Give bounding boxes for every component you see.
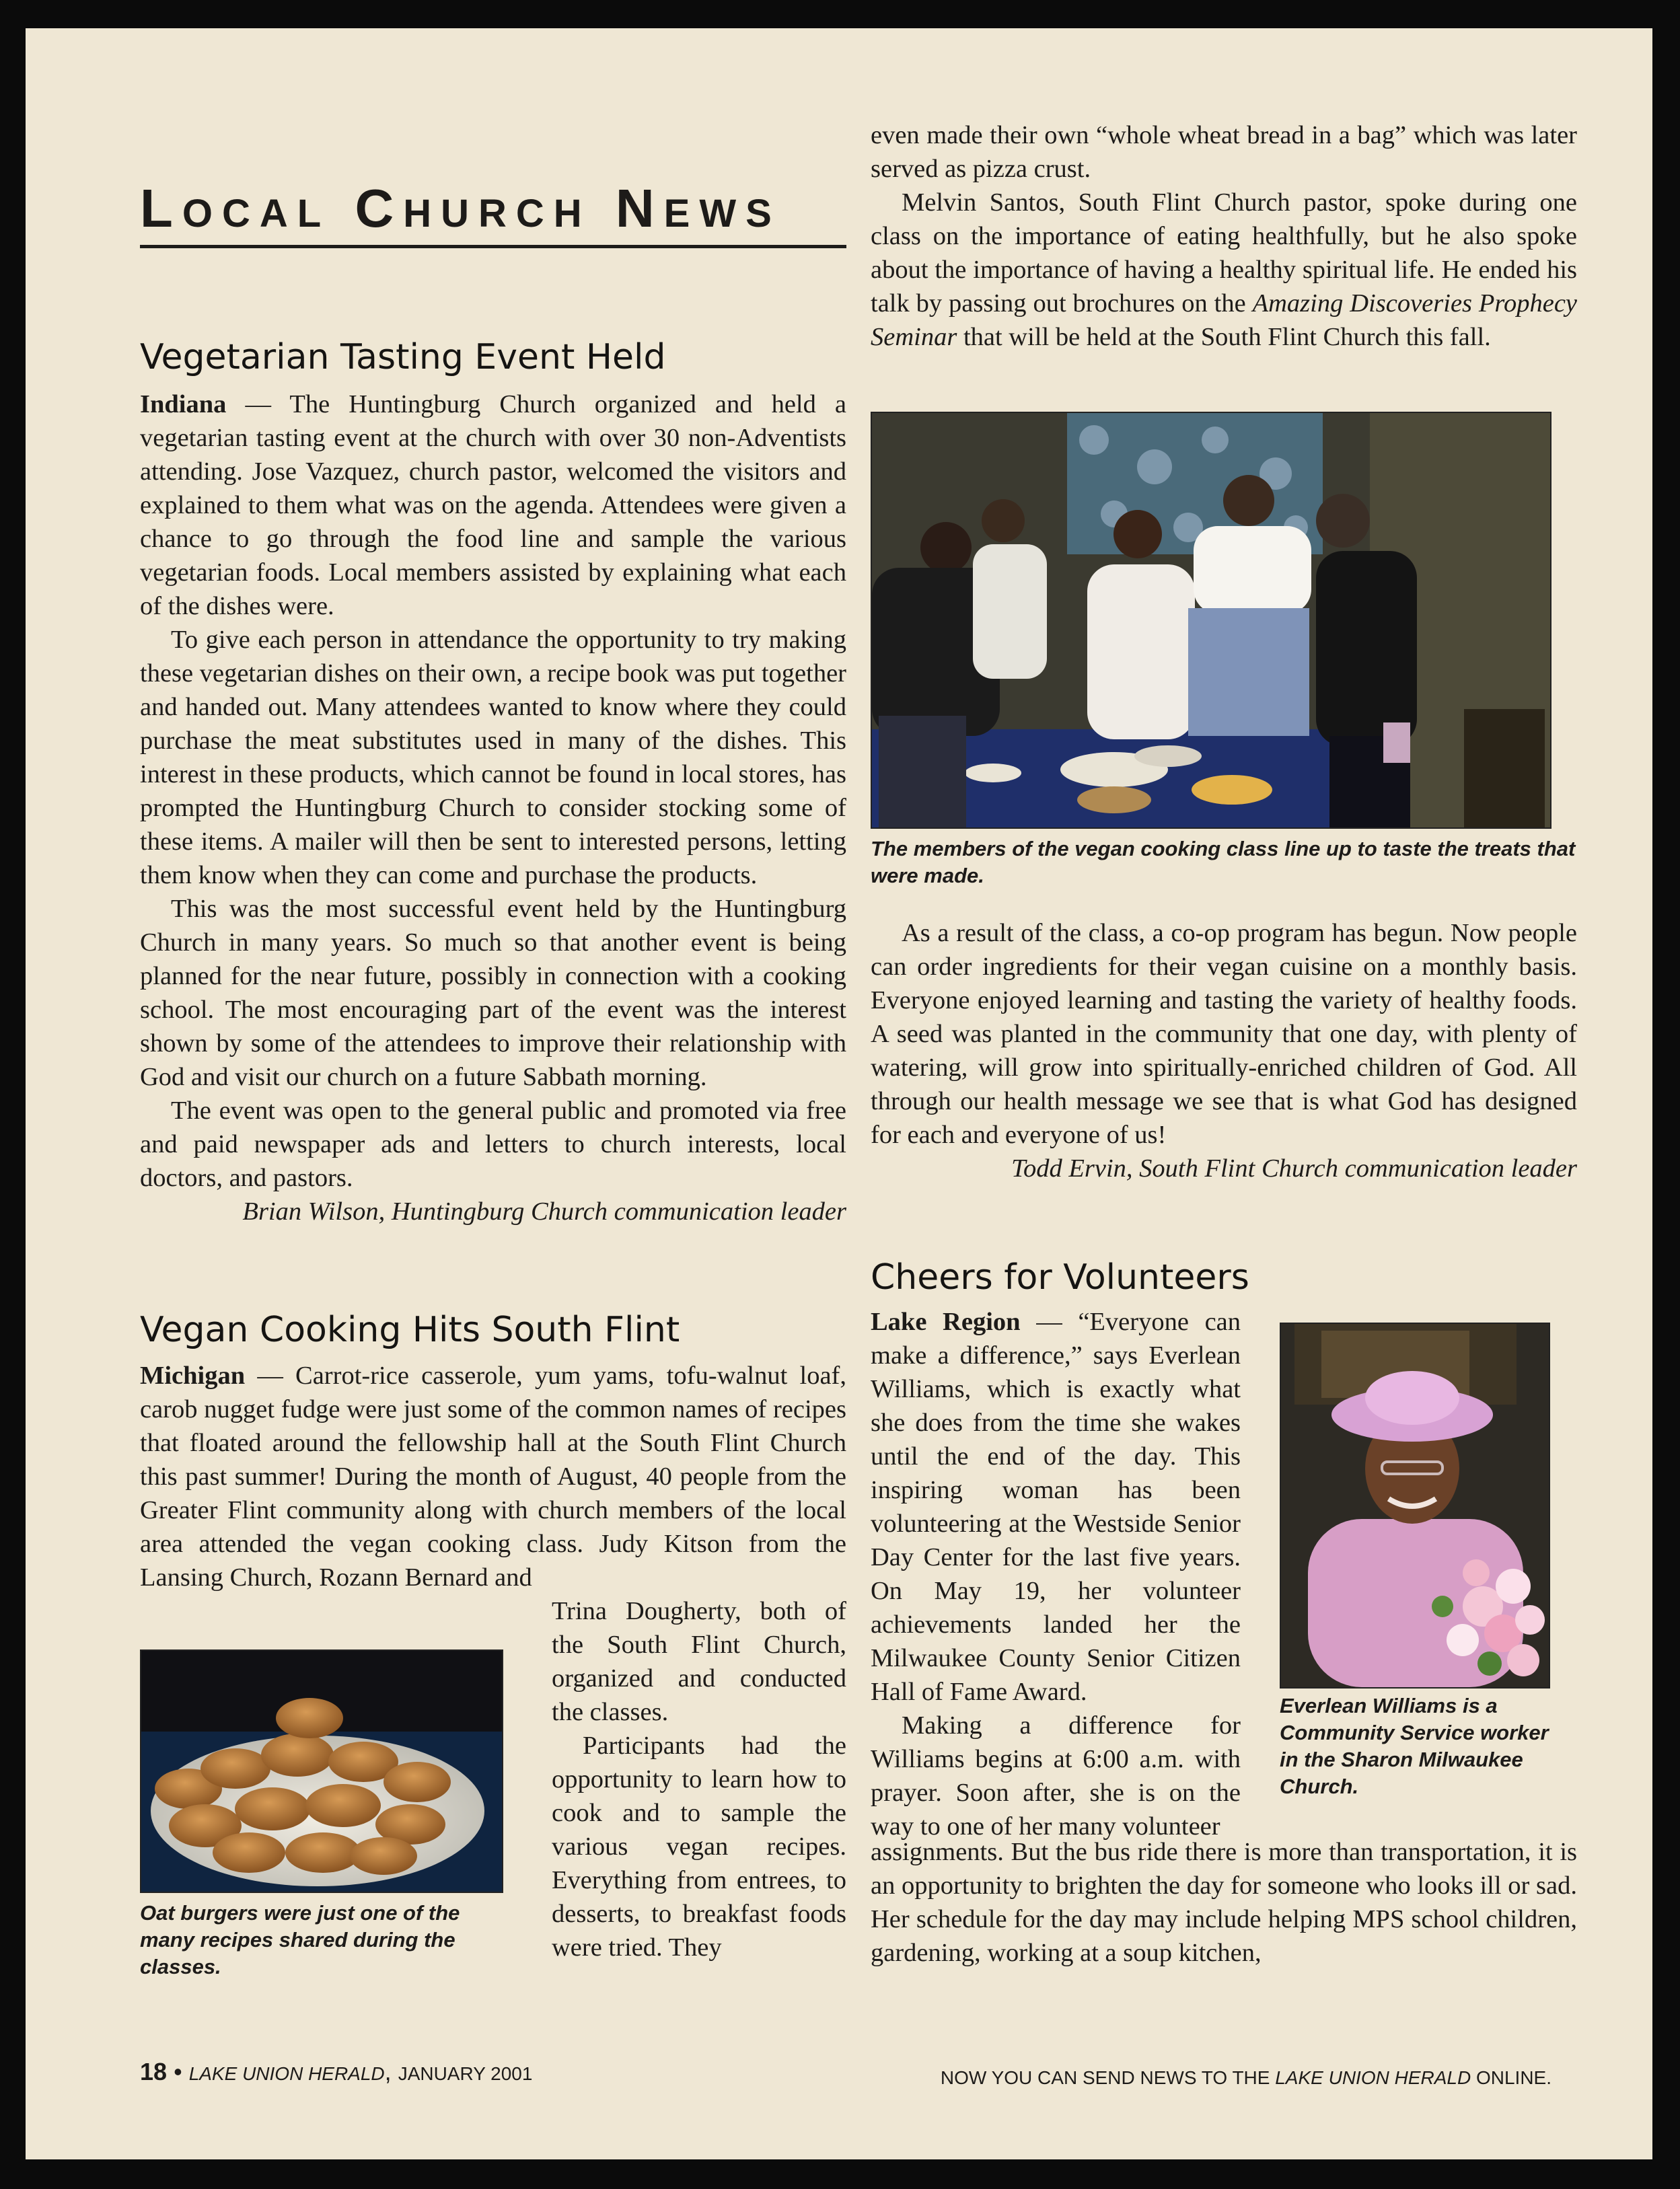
everlean-williams-caption: Everlean Williams is a Community Service worker in the Sharon Milwaukee Church. [1280, 1694, 1549, 1798]
section-header [140, 178, 846, 248]
seminar-title: Amazing Discoveries Prophecy Seminar [871, 289, 1578, 351]
cooking-class-photo [871, 412, 1551, 829]
article-body-vegan-wrap [552, 1594, 846, 1964]
page-number: 18 [140, 2058, 168, 2085]
article-body-vegan [140, 1359, 846, 1594]
cooking-class-image [872, 413, 1550, 827]
paragraph [871, 1305, 1241, 1709]
paragraph-text: Melvin Santos, South Flint Church pastor, spoke during one class on the importance of eating healthfully, but he also spoke about the importance of having a healthy spiritual life. He ended his talk by passing out brochures on the [871, 188, 1577, 318]
oat-burgers-caption: Oat burgers were just one of the many recipes shared during the classes. [140, 1901, 460, 1978]
paragraph: The event was open to the general public and promoted via free and paid newspaper ads and letters to church interests, local doctors, and pastors. [140, 1097, 846, 1192]
magazine-page [26, 28, 1652, 2159]
paragraph [871, 186, 1577, 354]
article-body-vegetarian [140, 387, 846, 1228]
issue-date: JANUARY 2001 [398, 2063, 533, 2084]
paragraph: This was the most successful event held by the Huntingburg Church in many years. So much so that another event is being planned for the near future, possibly in connection with a cooking school. The most encouraging part of the event was the interest shown by some of the attendees to improve their relationship with God and visit our church on a future Sabbath morning. [140, 895, 846, 1091]
cooking-class-caption: The members of the vegan cooking class line up to taste the treats that were made. [871, 837, 1576, 887]
article-continued [871, 118, 1577, 354]
article-headline-volunteers: Cheers for Volunteers [871, 1257, 1249, 1298]
section-header-text: LOCAL CHURCH NEWS [140, 178, 781, 238]
footer-publication-name: LAKE UNION HERALD [1275, 2067, 1471, 2088]
paragraph-text: — Carrot-rice casserole, yum yams, tofu-walnut loaf, carob nugget fudge were just some of the common names of recipes that floated around the fellowship hall at the South Flint Church this past summer! During the month of August, 40 people from the Greater Flint community along with church members of the local area attended the vegan cooking class. Judy Kitson from the Lansing Church, Rozann Bernard and [140, 1362, 846, 1592]
article-coop [871, 916, 1577, 1185]
paragraph: even made their own “whole wheat bread in a bag” which was later served as pizza crust. [871, 121, 1577, 183]
paragraph: assignments. But the bus ride there is more than transportation, it is an opportunity to brighten the day for someone who looks ill or sad. Her schedule for the day may include helping MPS school children, gardening, working at a soup kitchen, [871, 1838, 1577, 1967]
paragraph-text: that will be held at the South Flint Church this fall. [957, 323, 1491, 351]
dateline-location: Michigan [140, 1362, 246, 1390]
paragraph: To give each person in attendance the opportunity to try making these vegetarian dishes on their own, a recipe book was put together and handed out. Many attendees wanted to know where they could purchase the meat substitutes used in many of the dishes. This interest in these products, which cannot be found in local stores, has prompted the Huntingburg Church to consider stocking some of these items. A mailer will then be sent to interested persons, letting them know when they can come and purchase the products. [140, 626, 846, 889]
article-body-volunteers-full [871, 1835, 1577, 1970]
oat-burgers-photo [140, 1649, 503, 1893]
footer-right [941, 2064, 1551, 2088]
paragraph-text: — The Huntingburg Church organized and held a vegetarian tasting event at the church with over 30 non-Adventists attending. Jose Vazquez, church pastor, welcomed the visitors and explained to them what was on the agenda. Attendees were given a chance to go through the food line and sample the various vegetarian foods. Local members assisted by explaining what each of the dishes were. [140, 390, 846, 620]
byline: Brian Wilson, Huntingburg Church communication leader [242, 1197, 846, 1226]
article-headline-vegan: Vegan Cooking Hits South Flint [140, 1310, 680, 1350]
footer-bullet: • [174, 2058, 182, 2085]
article-body-volunteers [871, 1305, 1241, 1843]
paragraph: Making a difference for Williams begins at 6:00 a.m. with prayer. Soon after, she is on the way to one of her many volunteer [871, 1711, 1241, 1841]
paragraph [140, 1359, 846, 1594]
paragraph: Participants had the opportunity to learn how to cook and to sample the various vegan recipes. Everything from entrees, to desserts, to breakfast foods were tried. They [552, 1732, 846, 1962]
everlean-williams-photo [1280, 1323, 1550, 1689]
footer-right-text: NOW YOU CAN SEND NEWS TO THE [940, 2067, 1276, 2088]
paragraph: Trina Dougherty, both of the South Flint Church, organized and conducted the classes. [552, 1597, 846, 1726]
paragraph [140, 387, 846, 623]
footer-left: 18 • LAKE UNION HERALD, JANUARY 2001 [140, 2058, 533, 2085]
paragraph-text: — “Everyone can make a difference,” says Everlean Williams, which is exactly what she does from the time she wakes until the end of the day. This inspiring woman has been volunteering at the Westside Senior Day Center for the last five years. On May 19, her volunteer achievements landed her the Milwaukee County Senior Citizen Hall of Fame Award. [871, 1308, 1241, 1706]
dateline-location: Indiana [140, 390, 227, 418]
oat-burgers-image [141, 1651, 502, 1892]
article-headline-vegetarian: Vegetarian Tasting Event Held [140, 337, 666, 377]
byline: Todd Ervin, South Flint Church communication leader [1011, 1154, 1577, 1183]
publication-name: LAKE UNION HERALD [188, 2063, 385, 2084]
dateline-location: Lake Region [871, 1308, 1021, 1336]
paragraph: As a result of the class, a co-op program has begun. Now people can order ingredients for their vegan cuisine on a monthly basis. Everyone enjoyed learning and tasting the variety of healthy foods. A seed was planted in the community that one day, with plenty of watering, will grow into spiritually-enriched children of God. All through our health message we see that is what God has designed for each and everyone of us! [871, 919, 1577, 1149]
footer-right-text-end: ONLINE. [1471, 2067, 1551, 2088]
everlean-williams-image [1281, 1324, 1549, 1687]
